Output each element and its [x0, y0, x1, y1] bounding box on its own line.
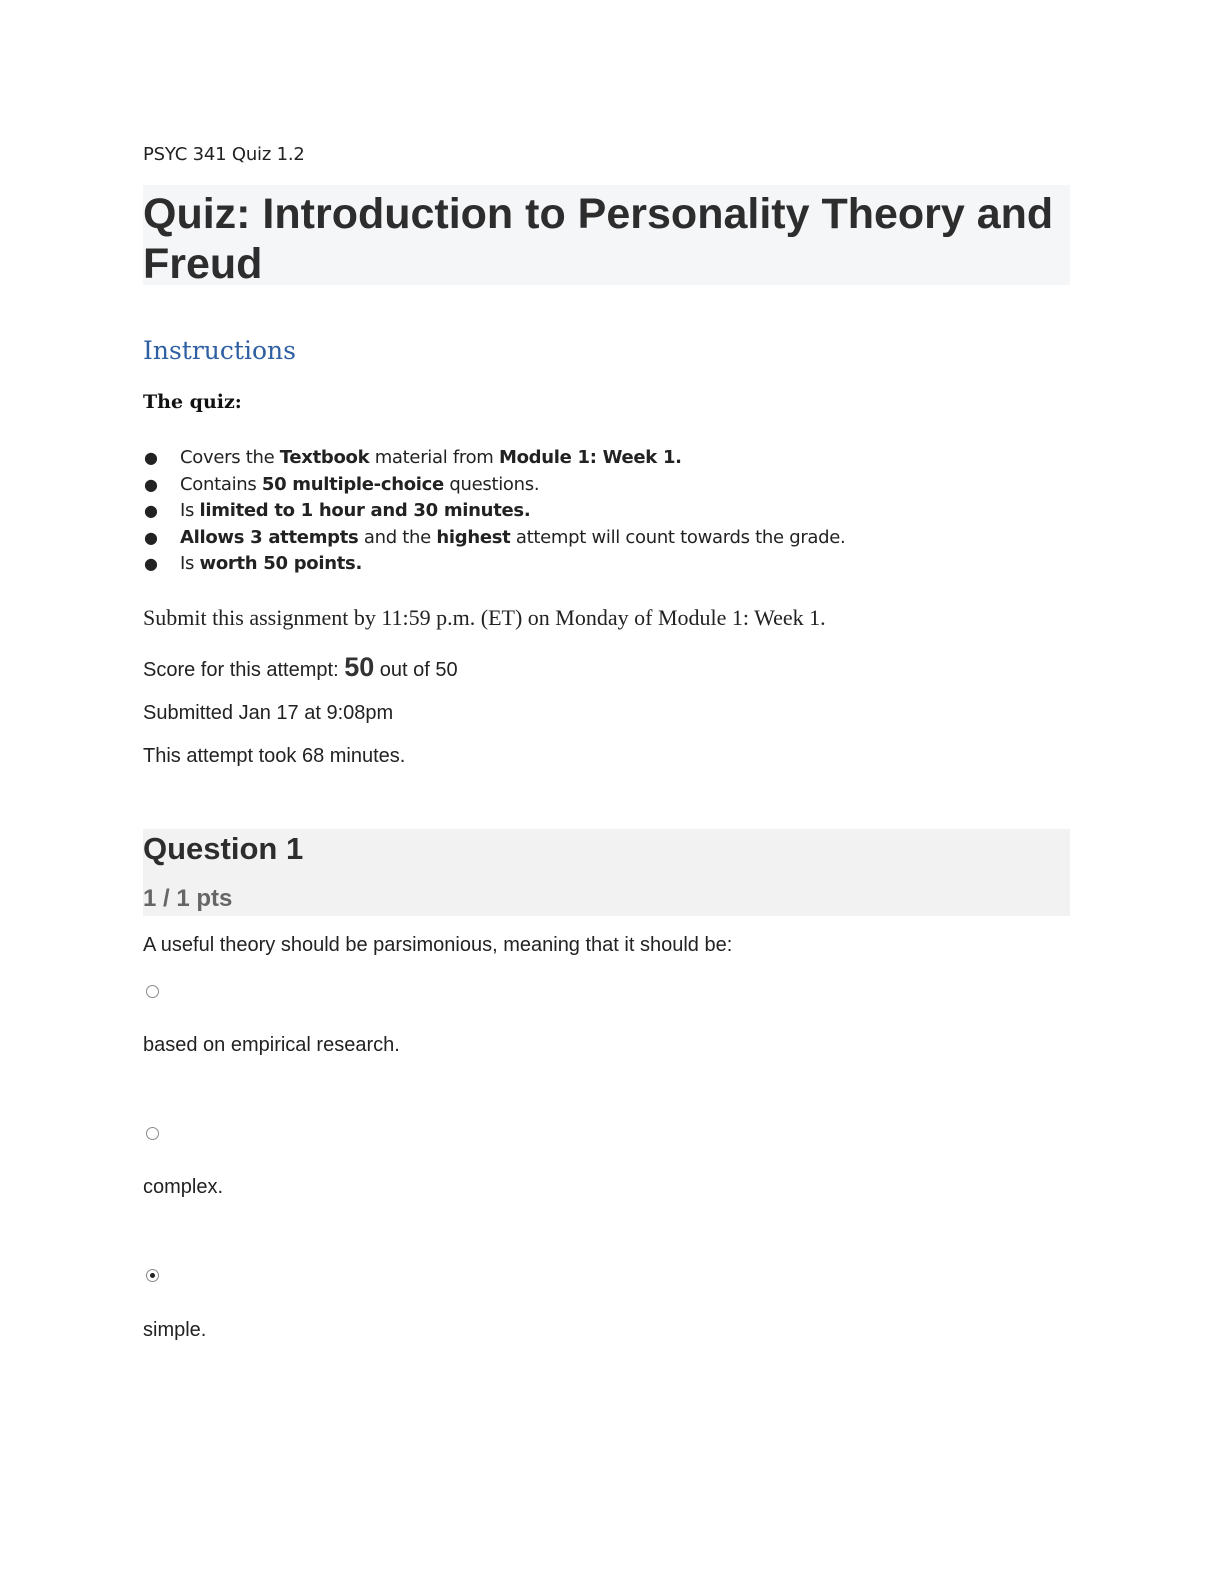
answer-label-2: simple. [143, 1319, 207, 1341]
bullet-icon: ● [144, 554, 158, 573]
list-item: ● Allows 3 attempts and the highest attempt will count towards the grade. [143, 525, 845, 552]
answer-radio-0[interactable] [146, 985, 159, 998]
answer-label-1: complex. [143, 1176, 224, 1198]
quiz-details-list [143, 445, 845, 578]
instructions-heading: Instructions [143, 336, 296, 365]
answer-label-0: based on empirical research. [143, 1034, 400, 1056]
answer-radio-1[interactable] [146, 1127, 159, 1140]
answer-radio-2[interactable] [146, 1269, 159, 1282]
list-item: ● Is limited to 1 hour and 30 minutes. [143, 498, 845, 525]
list-item: ● Contains 50 multiple-choice questions. [143, 472, 845, 499]
bullet-icon: ● [144, 527, 158, 547]
score-value: 50 [344, 652, 375, 682]
title-banner [143, 185, 1070, 288]
course-line: PSYC 341 Quiz 1.2 [143, 144, 305, 165]
deadline-text: Submit this assignment by 11:59 p.m. (ET) on Monday of Module 1: Week 1. [143, 605, 826, 630]
question-header [143, 829, 1070, 916]
page-title: Quiz: Introduction to Personality Theory and Freud [143, 190, 1054, 288]
question-title: Question 1 [143, 831, 304, 866]
question-points: 1 / 1 pts [143, 885, 233, 912]
bullet-icon: ● [144, 448, 158, 467]
list-item: ● Is worth 50 points. [143, 551, 845, 578]
bullet-icon: ● [144, 474, 158, 494]
bullet-icon: ● [144, 501, 158, 520]
question-text: A useful theory should be parsimonious, meaning that it should be: [143, 934, 733, 956]
attempt-duration: This attempt took 68 minutes. [143, 745, 406, 767]
score-line: Score for this attempt: 50 out of 50 [143, 652, 458, 682]
quiz-label: The quiz: [143, 391, 242, 413]
submitted-timestamp: Submitted Jan 17 at 9:08pm [143, 702, 394, 724]
list-item: ● Covers the Textbook material from Module 1: Week 1. [143, 445, 845, 472]
